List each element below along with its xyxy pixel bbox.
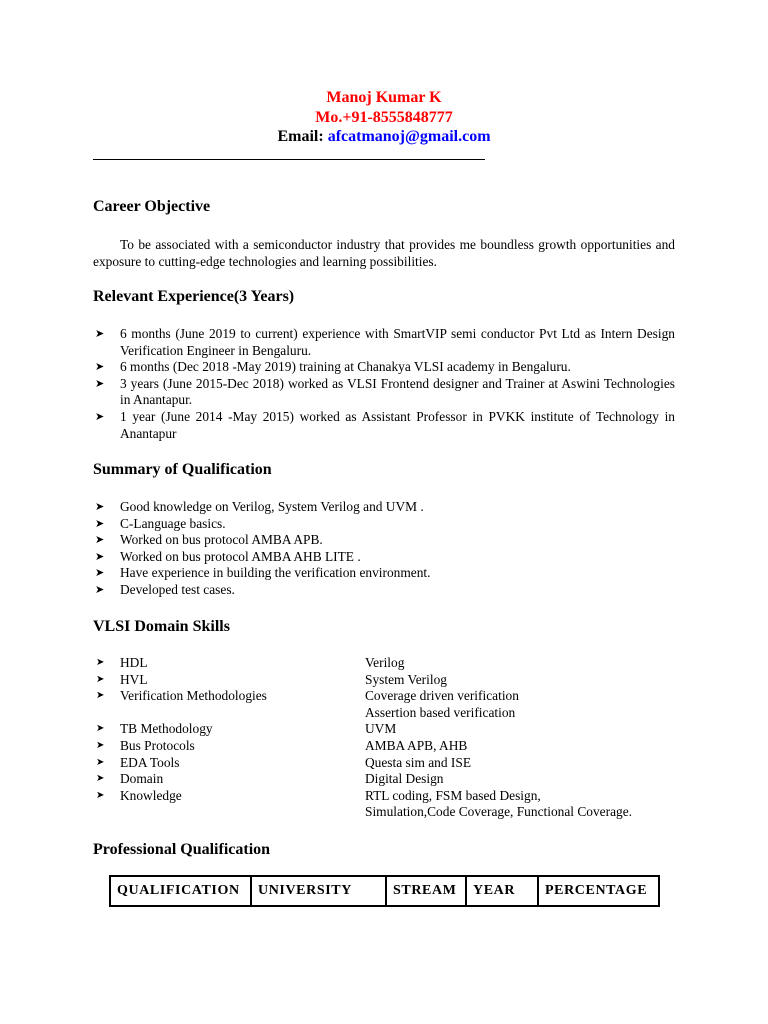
arrow-bullet-icon: ➤ (95, 361, 105, 374)
list-item: ➤ 6 months (June 2019 to current) experience with SmartVIP semi conductor Pvt Ltd as Intern Design Verification Engineer in Bengaluru. (95, 326, 675, 358)
list-item: ➤ Good knowledge on Verilog, System Verilog and UVM . (95, 499, 424, 514)
arrow-bullet-icon: ➤ (95, 377, 105, 390)
skill-name: Domain (120, 771, 164, 787)
arrow-bullet-icon: ➤ (96, 690, 105, 702)
skill-value: Digital Design (365, 771, 444, 787)
experience-list (93, 326, 675, 442)
skill-value: UVM (365, 721, 397, 737)
vlsi-skills-list (93, 655, 693, 821)
list-item: ➤ 3 years (June 2015-Dec 2018) worked as VLSI Frontend designer and Trainer at Aswini Technologies in Anantapur. (95, 375, 675, 408)
list-item: ➤ C-Language basics. (95, 515, 226, 531)
arrow-bullet-icon: ➤ (96, 773, 105, 785)
skill-row (93, 721, 693, 738)
qualification-summary-list (93, 499, 675, 599)
arrow-bullet-icon: ➤ (96, 739, 105, 751)
list-item: ➤ Worked on bus protocol AMBA APB. (95, 532, 323, 548)
skill-value: Verilog (365, 655, 405, 670)
skill-name: TB Methodology (120, 721, 213, 737)
arrow-bullet-icon: ➤ (96, 723, 105, 735)
skill-name: HDL (120, 655, 148, 670)
professional-qualification-heading: Professional Qualification (93, 841, 271, 858)
column-header: YEAR (466, 876, 538, 906)
skill-value: Coverage driven verification Assertion based verification (365, 688, 519, 720)
column-header: QUALIFICATION (110, 876, 251, 906)
skill-value: Questa sim and ISE (365, 754, 471, 770)
skill-row (93, 788, 693, 821)
skill-row (93, 655, 693, 672)
career-objective-heading: Career Objective (93, 198, 211, 215)
email-line (0, 127, 768, 146)
list-item: ➤ Have experience in building the verification environment. (95, 565, 431, 581)
skill-name: Bus Protocols (120, 737, 195, 753)
skill-row (93, 771, 693, 788)
skill-name: Knowledge (120, 787, 182, 803)
skill-name: Verification Methodologies (120, 688, 267, 704)
arrow-bullet-icon: ➤ (95, 567, 105, 580)
column-header: PERCENTAGE (538, 876, 659, 906)
skill-row (93, 738, 693, 755)
qualification-table (109, 875, 660, 907)
list-item: ➤ 6 months (Dec 2018 -May 2019) training at Chanakya VLSI academy in Bengaluru. (95, 359, 571, 375)
arrow-bullet-icon: ➤ (96, 673, 105, 685)
arrow-bullet-icon: ➤ (95, 583, 105, 596)
arrow-bullet-icon: ➤ (95, 534, 105, 547)
mobile-number: Mo.+91-8555848777 (315, 109, 453, 126)
arrow-bullet-icon: ➤ (96, 657, 105, 668)
experience-heading: Relevant Experience(3 Years) (93, 288, 295, 305)
list-item: ➤ Developed test cases. (95, 581, 235, 597)
arrow-bullet-icon: ➤ (95, 517, 105, 530)
skill-value: AMBA APB, AHB (365, 737, 468, 753)
vlsi-skills-heading: VLSI Domain Skills (93, 618, 230, 635)
column-header: STREAM (386, 876, 466, 906)
skill-row (93, 672, 693, 689)
header-divider (93, 159, 485, 160)
skill-value: System Verilog (365, 671, 447, 687)
email-link[interactable]: afcatmanoj@gmail.com (327, 128, 491, 145)
table-header-row (110, 876, 659, 906)
arrow-bullet-icon: ➤ (95, 550, 105, 563)
skill-row (93, 688, 693, 721)
arrow-bullet-icon: ➤ (95, 328, 105, 340)
column-header: UNIVERSITY (251, 876, 386, 906)
arrow-bullet-icon: ➤ (96, 789, 105, 801)
arrow-bullet-icon: ➤ (96, 756, 105, 768)
qualification-summary-heading: Summary of Qualification (93, 461, 272, 478)
skill-name: HVL (120, 671, 148, 687)
arrow-bullet-icon: ➤ (95, 501, 105, 513)
career-objective-text: To be associated with a semiconductor industry that provides me boundless growth opportunities and exposure to cutting-edge technologies and learning possibilities. (93, 237, 675, 269)
skill-value: RTL coding, FSM based Design, Simulation,Code Coverage, Functional Coverage. (365, 787, 633, 820)
email-label: Email: (277, 128, 324, 145)
skill-row (93, 755, 693, 772)
arrow-bullet-icon: ➤ (95, 410, 105, 423)
list-item: ➤ Worked on bus protocol AMBA AHB LITE . (95, 548, 361, 564)
list-item: ➤ 1 year (June 2014 -May 2015) worked as Assistant Professor in PVKK institute of Technology in Anantapur (95, 408, 675, 441)
skill-name: EDA Tools (120, 754, 180, 770)
candidate-name: Manoj Kumar K (326, 89, 442, 106)
